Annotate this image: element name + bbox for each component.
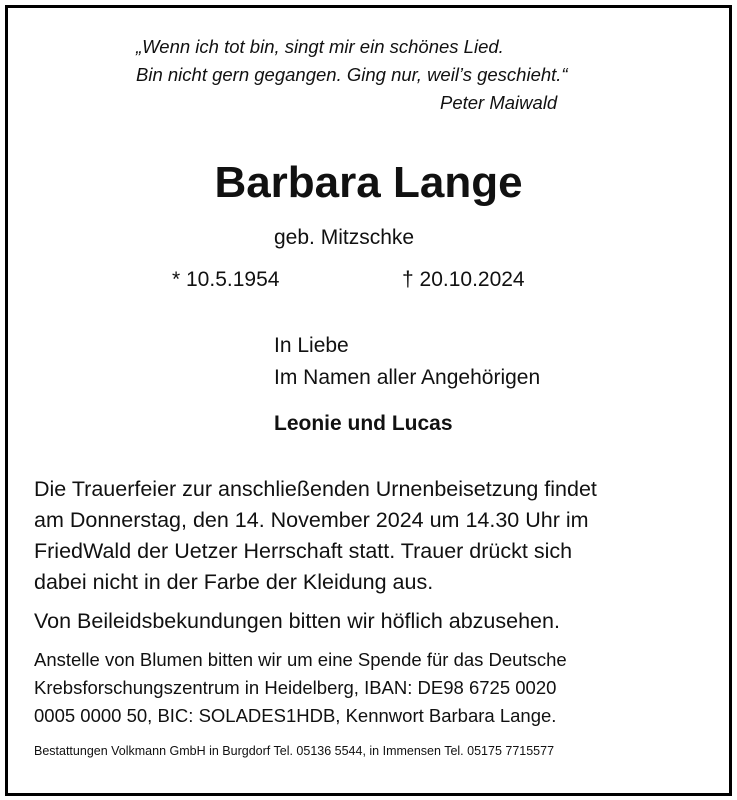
deceased-name: Barbara Lange xyxy=(214,158,523,207)
donation-line: Anstelle von Blumen bitten wir um eine Spende für das Deutsche xyxy=(34,649,567,670)
mourners-names: Leonie und Lucas xyxy=(274,412,453,435)
ceremony-line: am Donnerstag, den 14. November 2024 um 14.30 Uhr im xyxy=(34,508,589,532)
ceremony-line: FriedWald der Uetzer Herrschaft statt. Trauer drückt sich xyxy=(34,539,573,563)
birth-date: * 10.5.1954 xyxy=(172,268,280,291)
quote-author: Peter Maiwald xyxy=(440,92,558,113)
death-date: † 20.10.2024 xyxy=(402,268,525,291)
maiden-name: geb. Mitzschke xyxy=(274,226,415,249)
donation-line: Krebsforschungszentrum in Heidelberg, IBAN: DE98 6725 0020 xyxy=(34,677,557,698)
ceremony-line: dabei nicht in der Farbe der Kleidung aus. xyxy=(34,570,434,594)
quote-line-1: „Wenn ich tot bin, singt mir ein schönes Lied. xyxy=(136,36,504,57)
signoff-line-1: In Liebe xyxy=(274,334,349,357)
signoff-line-2: Im Namen aller Angehörigen xyxy=(274,366,541,389)
funeral-home-footer: Bestattungen Volkmann GmbH in Burgdorf Tel. 05136 5544, in Immensen Tel. 05175 7715577 xyxy=(34,744,555,758)
quote-line-2: Bin nicht gern gegangen. Ging nur, weil’s geschieht.“ xyxy=(136,64,568,85)
condolences-note: Von Beileidsbekundungen bitten wir höflich abzusehen. xyxy=(34,609,560,633)
ceremony-line: Die Trauerfeier zur anschließenden Urnenbeisetzung findet xyxy=(34,477,597,501)
donation-line: 0005 0000 50, BIC: SOLADES1HDB, Kennwort Barbara Lange. xyxy=(34,705,557,726)
